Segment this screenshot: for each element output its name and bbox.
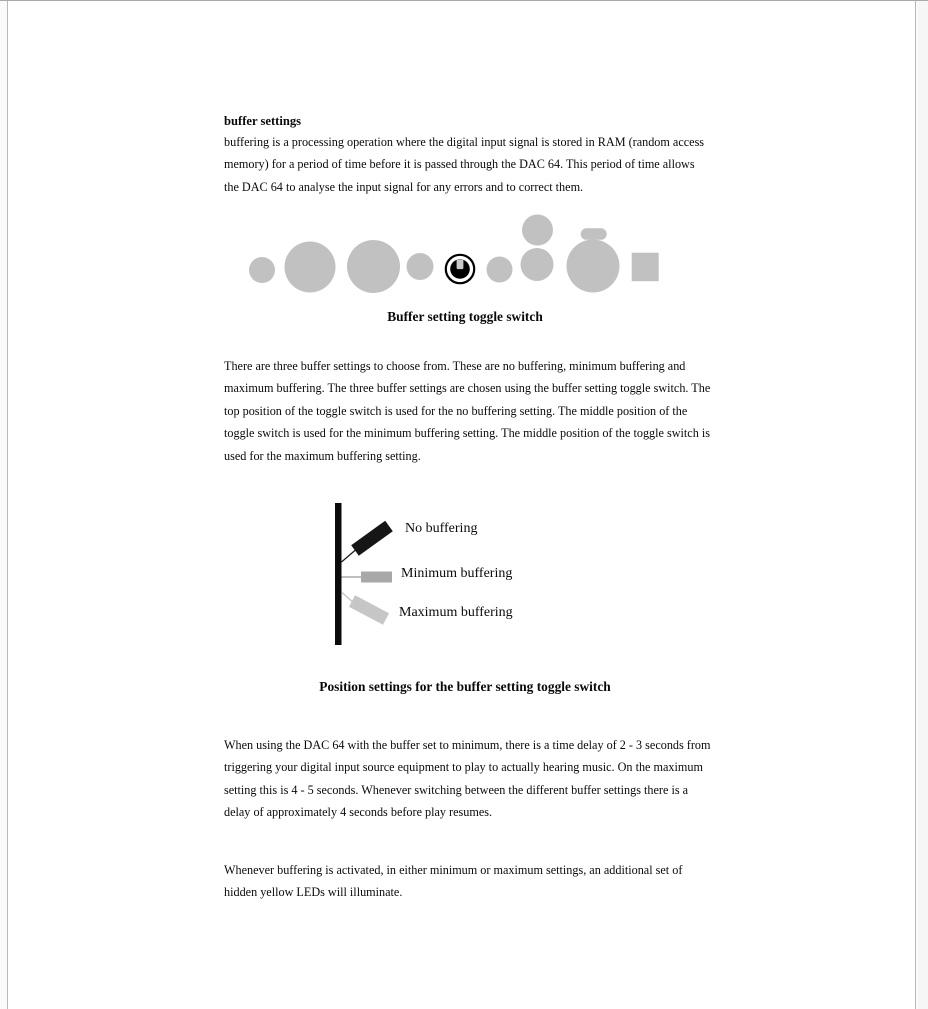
paragraph-buffering-intro: buffering is a processing operation where the digital input signal is stored in RAM (random access memory) for a period of time before it is passed through the DAC 64. This period of time allows the DAC 64 to analyse the input signal for any errors and to correct them. (224, 135, 705, 194)
lever-handle-middle (361, 572, 392, 583)
figure-caption-toggle-switch: Buffer setting toggle switch (387, 309, 543, 324)
label-maximum-buffering: Maximum buffering (399, 605, 513, 620)
paragraph-three-settings: There are three buffer settings to choose from. These are no buffering, minimum buffering and maximum buffering. The three buffer settings are chosen using the buffer setting toggle switch. The top position of the toggle switch is used for the no buffering setting. The middle position of the toggle switch is used for the minimum buffering setting. The middle position of the toggle switch is used for the maximum buffering setting. (224, 359, 711, 463)
toggle-lever-tab (457, 260, 464, 270)
panel-button-small-1 (249, 257, 275, 283)
panel-knob-large-3 (567, 240, 620, 293)
toggle-mount-bar (335, 503, 342, 645)
figure-caption-position-settings: Position settings for the buffer setting toggle switch (319, 679, 611, 694)
panel-button-upper (522, 215, 553, 246)
lever-handle-bottom (352, 601, 386, 619)
panel-button-small-3 (487, 257, 513, 283)
label-no-buffering: No buffering (405, 521, 478, 536)
lever-handle-top (355, 526, 389, 551)
page-right-margin (918, 1, 928, 1009)
front-panel-illustration (240, 212, 670, 296)
lever-shaft-top (342, 550, 357, 563)
section-heading: buffer settings (224, 114, 302, 128)
panel-knob-large-1 (285, 242, 336, 293)
panel-button-lower (521, 248, 554, 281)
lever-shaft-bottom (342, 592, 353, 602)
panel-pill-window (581, 228, 607, 240)
paragraph-yellow-leds: Whenever buffering is activated, in either minimum or maximum settings, an additional set of hidden yellow LEDs will illuminate. (224, 863, 683, 900)
panel-square-display (632, 253, 659, 282)
page-top-border (0, 0, 928, 1)
panel-knob-large-2 (347, 240, 400, 293)
buffer-toggle-switch-icon (446, 255, 474, 283)
toggle-positions-illustration (330, 500, 400, 650)
panel-button-small-2 (407, 253, 434, 280)
paragraph-time-delays: When using the DAC 64 with the buffer set to minimum, there is a time delay of 2 - 3 seconds from triggering your digital input source equipment to play to actually hearing music. On the maximum setting this is 4 - 5 seconds. Whenever switching between the different buffer settings there is a delay of approximately 4 seconds before play resumes. (224, 738, 711, 820)
label-minimum-buffering: Minimum buffering (401, 566, 513, 581)
